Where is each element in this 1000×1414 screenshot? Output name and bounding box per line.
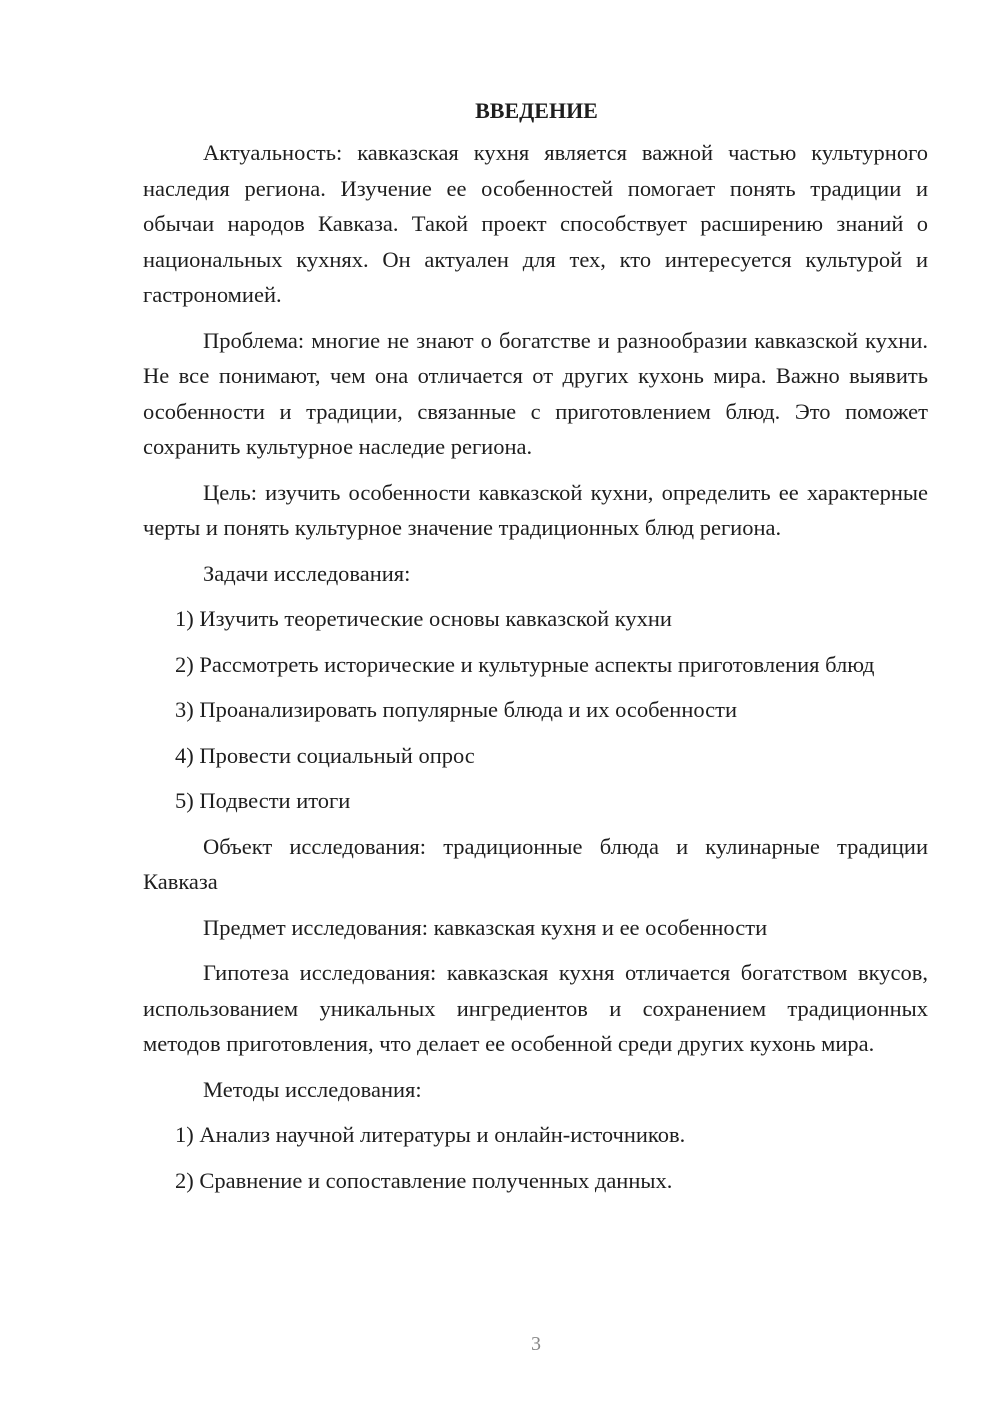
- section-title: ВВЕДЕНИЕ: [475, 98, 598, 123]
- tasks-heading: Задачи исследования:: [203, 560, 411, 586]
- task-item: 3) Проанализировать популярные блюда и их особенности: [175, 697, 738, 722]
- page-number: 3: [531, 1333, 541, 1355]
- method-item: 1) Анализ научной литературы и онлайн-источников.: [175, 1122, 686, 1147]
- task-item: 4) Провести социальный опрос: [175, 742, 475, 768]
- problem-paragraph: Проблема: многие не знают о богатстве и разнообразии кавказской кухни. Не все понимают, чем она отличается от других кухонь мира. Важно выявить особенности и традиции, связанные с приготовлением блюд. Это поможет сохранить культурное наследие региона.: [143, 327, 928, 459]
- task-item: 5) Подвести итоги: [175, 788, 351, 813]
- page-content: [143, 97, 928, 1198]
- subject-paragraph: Предмет исследования: кавказская кухня и ее особенности: [203, 914, 768, 940]
- method-item: 2) Сравнение и сопоставление полученных данных.: [175, 1167, 673, 1193]
- task-item: 1) Изучить теоретические основы кавказской кухни: [175, 606, 672, 631]
- hypothesis-paragraph: Гипотеза исследования: кавказская кухня отличается богатством вкусов, использованием уникальных ингредиентов и сохранением традиционных методов приготовления, что делает ее особенной среди других кухонь мира.: [143, 960, 928, 1056]
- object-paragraph: Объект исследования: традиционные блюда и кулинарные традиции Кавказа: [143, 833, 928, 894]
- methods-heading: Методы исследования:: [203, 1076, 422, 1102]
- relevance-paragraph: Актуальность: кавказская кухня является важной частью культурного наследия региона. Изучение ее особенностей помогает понять традиции и обычаи народов Кавказа. Такой проект способствует расширению знаний о национальных кухнях. Он актуален для тех, кто интересуется культурой и гастрономией.: [143, 140, 928, 307]
- goal-paragraph: Цель: изучить особенности кавказской кухни, определить ее характерные черты и понять культурное значение традиционных блюд региона.: [143, 479, 928, 540]
- task-item: 2) Рассмотреть исторические и культурные аспекты приготовления блюд: [175, 651, 875, 677]
